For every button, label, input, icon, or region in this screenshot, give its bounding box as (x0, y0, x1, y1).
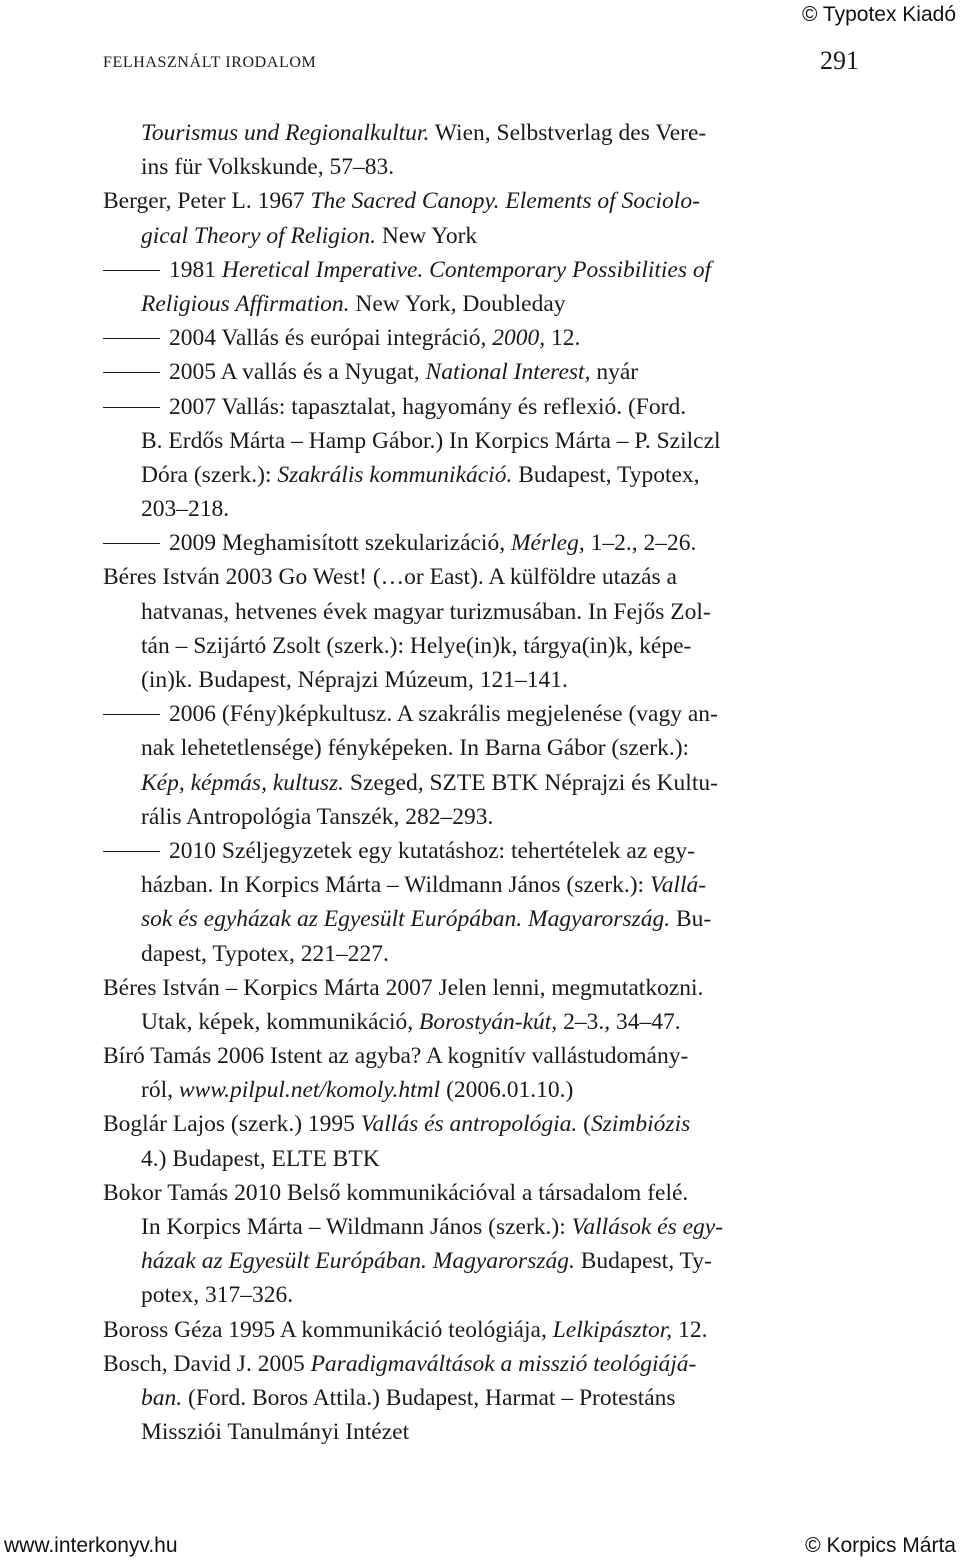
bibliography-entry: 2007 Vallás: tapasztalat, hagyomány és reflexió. (Ford. (103, 390, 860, 424)
publisher-copyright: © Typotex Kiadó (801, 3, 956, 26)
bibliography-line: Dóra (szerk.): Szakrális kommunikáció. Budapest, Typotex, (141, 461, 700, 488)
bibliography-line: Tourismus und Regionalkultur. Wien, Selbstverlag des Vere- (141, 120, 707, 146)
bibliography-line: (in)k. Budapest, Néprajzi Múzeum, 121–141. (141, 667, 568, 693)
repeat-author-dash (103, 543, 160, 544)
bibliography-entry: Bíró Tamás 2006 Istent az agyba? A kognitív vallástudomány- (103, 1043, 689, 1070)
bibliography-line: 4.) Budapest, ELTE BTK (141, 1145, 380, 1172)
bibliography-entry: Béres István 2003 Go West! (…or East). A külföldre utazás a (103, 564, 677, 591)
bibliography-line: gical Theory of Religion. New York (141, 222, 478, 249)
bibliography-line: tán – Szijártó Zsolt (szerk.): Helye(in)k, tárgya(in)k, képe- (141, 632, 692, 659)
bibliography-line: ban. (Ford. Boros Attila.) Budapest, Harmat – Protestáns (141, 1384, 676, 1411)
author-copyright: © Korpics Márta (805, 1534, 956, 1557)
bibliography-line: ins für Volkskunde, 57–83. (141, 154, 395, 181)
bibliography-entry: 2010 Széljegyzetek egy kutatáshoz: tehertételek az egy- (103, 834, 860, 868)
repeat-author-dash (103, 372, 160, 373)
bibliography-body (103, 116, 860, 1449)
bibliography-line: ról, www.pilpul.net/komoly.html (2006.01.10.) (141, 1077, 574, 1104)
bibliography-entry: Boross Géza 1995 A kommunikáció teológiája, Lelkipásztor, 12. (103, 1316, 708, 1343)
bibliography-entry: Berger, Peter L. 1967 The Sacred Canopy. Elements of Sociolo- (103, 188, 700, 215)
bibliography-line: hatvanas, hetvenes évek magyar turizmusában. In Fejős Zol- (141, 598, 711, 625)
repeat-author-dash (103, 851, 160, 852)
bibliography-line: házak az Egyesült Európában. Magyarország. Budapest, Ty- (141, 1248, 712, 1275)
page-number: 291 (820, 46, 859, 75)
repeat-author-dash (103, 714, 160, 715)
bibliography-line: rális Antropológia Tanszék, 282–293. (141, 803, 494, 830)
bibliography-line: 203–218. (141, 496, 230, 523)
bibliography-line: dapest, Typotex, 221–227. (141, 940, 389, 967)
url-link: www.pilpul.net/komoly.html (178, 1077, 441, 1104)
bibliography-entry: Béres István – Korpics Márta 2007 Jelen lenni, megmutatkozni. (103, 974, 704, 1001)
bibliography-entry: Bokor Tamás 2010 Belső kommunikációval a társadalom felé. (103, 1179, 689, 1206)
bibliography-entry: 2005 A vallás és a Nyugat, National Interest, nyár (103, 355, 860, 389)
bibliography-line: potex, 317–326. (141, 1282, 294, 1309)
repeat-author-dash (103, 338, 160, 339)
bibliography-line: Religious Affirmation. New York, Doubleday (141, 290, 566, 317)
bibliography-line: In Korpics Márta – Wildmann János (szerk.): Vallások és egy- (141, 1214, 724, 1240)
bibliography-entry: 2009 Meghamisított szekularizáció, Mérleg, 1–2., 2–26. (103, 526, 860, 560)
bibliography-entry: 1981 Heretical Imperative. Contemporary Possibilities of (103, 253, 860, 287)
repeat-author-dash (103, 407, 160, 408)
bibliography-line: Kép, képmás, kultusz. Szeged, SZTE BTK Néprajzi és Kultu- (141, 769, 718, 796)
bibliography-entry: 2004 Vallás és európai integráció, 2000, 12. (103, 321, 860, 355)
website-link[interactable]: www.interkonyv.hu (4, 1534, 178, 1557)
bibliography-entry: 2006 (Fény)képkultusz. A szakrális megjelenése (vagy an- (103, 697, 860, 731)
bibliography-line: Missziói Tanulmányi Intézet (141, 1419, 410, 1446)
bibliography-line: házban. In Korpics Márta – Wildmann János (szerk.): Vallá- (141, 872, 707, 899)
bibliography-line: B. Erdős Márta – Hamp Gábor.) In Korpics Márta – P. Szilczl (141, 427, 721, 454)
bibliography-entry: Bosch, David J. 2005 Paradigmaváltások a misszió teológiájá- (103, 1350, 697, 1377)
bibliography-line: nak lehetetlensége) fényképeken. In Barna Gábor (szerk.): (141, 735, 690, 762)
running-head: FELHASZNÁLT IRODALOM (103, 54, 317, 71)
bibliography-line: sok és egyházak az Egyesült Európában. Magyarország. Bu- (141, 906, 712, 933)
repeat-author-dash (103, 270, 160, 271)
bibliography-line: Utak, képek, kommunikáció, Borostyán-kút, 2–3., 34–47. (141, 1008, 681, 1035)
bibliography-entry: Boglár Lajos (szerk.) 1995 Vallás és antropológia. (Szimbiózis (103, 1111, 691, 1138)
